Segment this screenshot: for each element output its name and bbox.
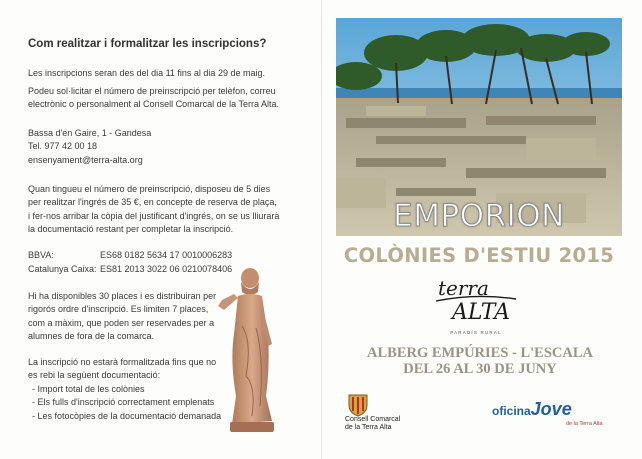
consell-shield-icon — [347, 393, 369, 417]
event-info — [330, 345, 630, 377]
list-item: - Import total de les colònies — [32, 384, 145, 394]
text-line: electrònic o personalment al Consell Comarcal de la Terra Alta. — [28, 99, 279, 110]
logo-word-alta: ALTA — [452, 300, 511, 325]
title-emporion: EMPORION — [393, 198, 565, 234]
text-line: Podeu sol·licitar el número de preinscripció per telèfon, correu — [28, 86, 276, 96]
address-line: Bassa d'en Gaire, 1 - Gandesa — [28, 128, 152, 138]
text-line: es rebi la següent documentació: — [28, 370, 161, 381]
fold-line — [321, 0, 322, 459]
logo-tagline: PARADÍS RURAL — [450, 330, 502, 335]
terra-alta-logo — [432, 275, 520, 325]
text-line: la documentació restant per completar la inscripció. — [28, 223, 234, 234]
phone-line: Tel. 977 42 00 18 — [28, 141, 98, 152]
consell-line: Consell Comarcal — [345, 416, 401, 423]
oficina-jove-logo — [492, 399, 572, 420]
bank-label: BBVA: — [28, 250, 54, 260]
text-line: i fer-nos arribar la còpia del justificant d'ingrés, on se us lliurarà — [28, 210, 280, 221]
event-location: ALBERG EMPÚRIES - L'ESCALA — [367, 345, 593, 361]
logo-word-terra: terra — [438, 276, 489, 300]
list-item: - Els fulls d'inscripció correctament emplenats — [32, 397, 215, 408]
places-paragraph — [28, 290, 216, 343]
bank-label: Catalunya Caixa: — [28, 264, 97, 274]
text-line: rigorós ordre d'inscripció. Es limiten 7 places, — [28, 304, 209, 315]
text-line: com a màxim, que poden ser reservades per a — [28, 317, 215, 328]
text-line: alumnes de fora de la comarca. — [28, 330, 155, 341]
text-line: Hi ha disponibles 30 places i es distribuiran per — [28, 291, 217, 301]
text-line: La inscripció no estarà formalitzada fins que no — [28, 357, 217, 367]
consell-comarcal-logo — [345, 416, 400, 432]
consell-line: de la Terra Alta — [345, 424, 392, 431]
bank-account-bbva — [28, 250, 232, 260]
text-line: Les inscripcions seran des del dia 11 fins al dia 29 de maig. — [28, 68, 265, 78]
email-link[interactable]: ensenyament@terra-alta.org — [28, 154, 143, 165]
oficina-word: oficina — [492, 404, 531, 418]
documents-list — [28, 383, 221, 423]
oficina-tagline: de la Terra Alta — [566, 421, 603, 427]
bank-iban: ES81 2013 3022 06 0210078406 — [100, 264, 233, 274]
statue-illustration — [212, 266, 284, 436]
dates-paragraph — [28, 67, 265, 80]
jove-word: Jove — [530, 399, 572, 419]
request-paragraph — [28, 85, 279, 112]
subtitle-colonies: COLÒNIES D'ESTIU 2015 — [343, 244, 615, 267]
bank-account-caixa — [28, 264, 232, 274]
event-dates: DEL 26 AL 30 DE JUNY — [403, 361, 557, 377]
address-block — [28, 127, 151, 167]
list-item: - Les fotocòpies de la documentació demanada — [32, 410, 222, 421]
inscription-heading: Com realitzar i formalitzar les inscripcions? — [28, 38, 267, 50]
bank-iban: ES68 0182 5634 17 0010006283 — [100, 250, 233, 260]
text-line: Quan tingueu el número de preinscripció, disposeu de 5 dies — [28, 184, 271, 194]
formalize-paragraph — [28, 356, 216, 383]
payment-paragraph — [28, 183, 279, 236]
text-line: per realitzar l'ingrés de 35 €, en concepte de reserva de plaça, — [28, 197, 277, 208]
